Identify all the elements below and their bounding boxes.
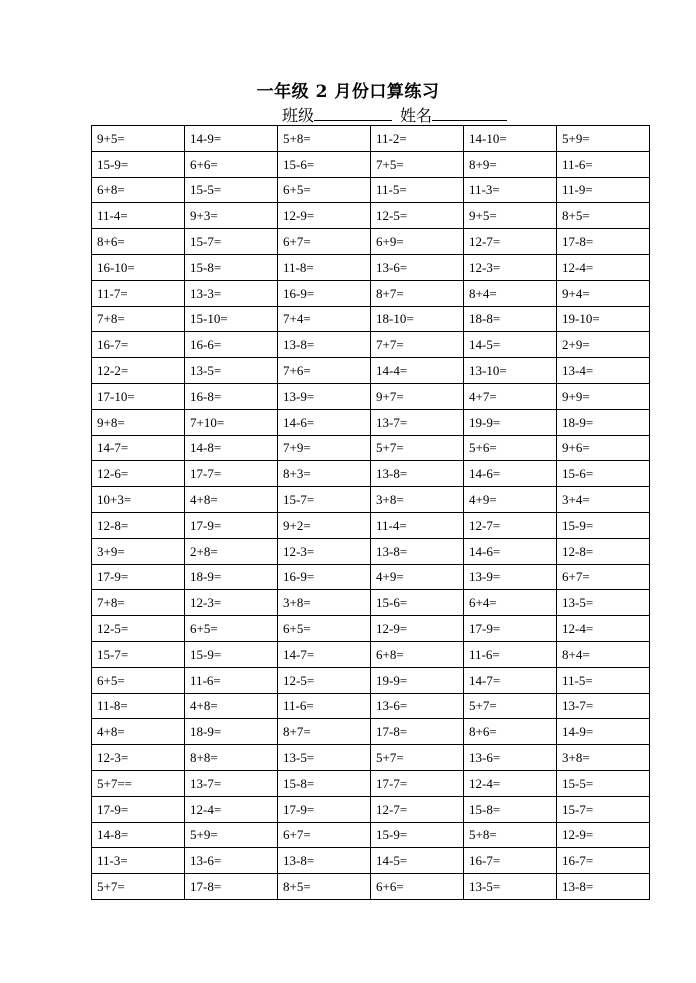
problem-cell: 17-7= [371,770,464,796]
problem-cell: 9+4= [557,280,650,306]
problem-cell: 7+10= [185,409,278,435]
problem-cell: 14-8= [92,822,185,848]
problem-cell: 17-7= [185,461,278,487]
problem-cell: 15-6= [557,461,650,487]
table-row [92,203,650,229]
problem-cell: 14-4= [371,358,464,384]
problem-cell: 15-9= [371,822,464,848]
problem-cell: 4+9= [464,487,557,513]
problem-cell: 11-8= [278,254,371,280]
problem-cell: 13-5= [464,874,557,900]
problem-cell: 13-8= [278,332,371,358]
problem-cell: 18-8= [464,306,557,332]
problem-cell: 4+7= [464,383,557,409]
problem-cell: 12-9= [371,616,464,642]
table-row [92,229,650,255]
page-title: 一年级 2 月份口算练习 [256,82,440,102]
problem-cell: 3+8= [278,590,371,616]
problem-cell: 13-8= [557,874,650,900]
problem-cell: 11-4= [92,203,185,229]
problem-cell: 14-7= [464,667,557,693]
table-row [92,693,650,719]
problem-cell: 15-9= [557,512,650,538]
table-row [92,306,650,332]
problem-cell: 11-9= [557,177,650,203]
problem-cell: 16-7= [557,848,650,874]
problem-cell: 6+5= [185,616,278,642]
problem-cell: 16-10= [92,254,185,280]
problem-cell: 5+7= [371,435,464,461]
table-row [92,409,650,435]
problem-cell: 19-9= [464,409,557,435]
table-row [92,177,650,203]
problem-cell: 17-9= [464,616,557,642]
problem-cell: 12-8= [557,538,650,564]
problem-cell: 15-10= [185,306,278,332]
problem-cell: 11-8= [92,693,185,719]
problem-cell: 11-4= [371,512,464,538]
student-info-line [282,103,507,126]
problem-cell: 17-8= [557,229,650,255]
problem-cell: 19-10= [557,306,650,332]
problem-cell: 15-7= [185,229,278,255]
problem-cell: 16-9= [278,564,371,590]
problem-cell: 19-9= [371,667,464,693]
problem-cell: 3+4= [557,487,650,513]
problem-cell: 11-5= [557,667,650,693]
problem-cell: 13-7= [371,409,464,435]
problem-cell: 16-7= [92,332,185,358]
problem-cell: 13-7= [557,693,650,719]
problem-cell: 12-8= [92,512,185,538]
table-row [92,874,650,900]
problem-cell: 12-5= [278,667,371,693]
problem-cell: 5+8= [464,822,557,848]
problem-cell: 11-6= [464,641,557,667]
problem-cell: 5+6= [464,435,557,461]
table-row [92,641,650,667]
problem-cell: 12-4= [185,796,278,822]
class-blank[interactable] [314,106,392,121]
problem-cell: 7+9= [278,435,371,461]
table-row [92,667,650,693]
problem-cell: 18-9= [185,719,278,745]
problem-cell: 13-6= [464,745,557,771]
problem-cell: 12-5= [371,203,464,229]
problem-cell: 5+8= [278,126,371,152]
problem-cell: 9+5= [464,203,557,229]
problem-cell: 17-9= [278,796,371,822]
problem-cell: 8+3= [278,461,371,487]
name-label: 姓名 [400,106,433,125]
problem-cell: 11-6= [185,667,278,693]
problem-cell: 17-9= [92,564,185,590]
problem-cell: 12-4= [464,770,557,796]
problem-cell: 12-3= [92,745,185,771]
table-row [92,796,650,822]
problem-cell: 7+7= [371,332,464,358]
problem-cell: 9+8= [92,409,185,435]
problem-cell: 18-10= [371,306,464,332]
problem-cell: 11-7= [92,280,185,306]
problem-cell: 14-7= [278,641,371,667]
problem-cell: 17-8= [371,719,464,745]
table-row [92,435,650,461]
table-row [92,848,650,874]
problem-cell: 12-3= [185,590,278,616]
problem-cell: 5+7= [92,874,185,900]
problem-cell: 14-6= [464,461,557,487]
problem-cell: 9+3= [185,203,278,229]
problem-cell: 3+8= [371,487,464,513]
table-row [92,590,650,616]
problem-cell: 13-3= [185,280,278,306]
problem-cell: 11-3= [464,177,557,203]
problem-cell: 13-9= [464,564,557,590]
problem-cell: 6+4= [464,590,557,616]
problem-cell: 11-6= [557,151,650,177]
problem-cell: 13-8= [278,848,371,874]
problem-cell: 8+7= [371,280,464,306]
problem-cell: 8+9= [464,151,557,177]
problem-cell: 15-9= [92,151,185,177]
table-row [92,254,650,280]
problem-cell: 16-8= [185,383,278,409]
problem-cell: 15-6= [371,590,464,616]
problem-cell: 9+2= [278,512,371,538]
problem-cell: 13-6= [185,848,278,874]
problem-cell: 13-6= [371,693,464,719]
problem-cell: 15-7= [278,487,371,513]
problem-cell: 16-7= [464,848,557,874]
problem-cell: 5+7= [371,745,464,771]
table-row [92,332,650,358]
arithmetic-table [91,125,650,900]
problem-cell: 14-9= [185,126,278,152]
name-blank[interactable] [432,106,507,121]
table-row [92,512,650,538]
problem-cell: 12-3= [278,538,371,564]
problem-cell: 17-9= [92,796,185,822]
problem-cell: 12-2= [92,358,185,384]
problem-cell: 13-8= [371,538,464,564]
problem-cell: 10+3= [92,487,185,513]
problem-cell: 14-10= [464,126,557,152]
problem-cell: 6+6= [371,874,464,900]
problem-cell: 7+5= [371,151,464,177]
table-row [92,280,650,306]
problem-cell: 12-6= [92,461,185,487]
problem-cell: 13-5= [557,590,650,616]
problem-cell: 14-5= [371,848,464,874]
table-row [92,358,650,384]
problem-cell: 6+7= [278,229,371,255]
problem-cell: 13-5= [185,358,278,384]
problem-cell: 12-3= [464,254,557,280]
problem-cell: 17-9= [185,512,278,538]
problem-cell: 13-8= [371,461,464,487]
table-row [92,770,650,796]
problem-cell: 4+8= [185,487,278,513]
problem-cell: 6+8= [92,177,185,203]
problem-cell: 16-6= [185,332,278,358]
problem-cell: 7+4= [278,306,371,332]
table-row [92,461,650,487]
problem-cell: 13-9= [278,383,371,409]
table-row [92,745,650,771]
problem-cell: 17-8= [185,874,278,900]
problem-cell: 4+8= [185,693,278,719]
table-row [92,383,650,409]
table-row [92,126,650,152]
problem-cell: 13-10= [464,358,557,384]
problem-cell: 5+9= [557,126,650,152]
problem-cell: 16-9= [278,280,371,306]
problem-cell: 5+9= [185,822,278,848]
problem-cell: 15-7= [557,796,650,822]
problem-cell: 8+6= [464,719,557,745]
problem-cell: 7+8= [92,306,185,332]
problem-cell: 14-6= [278,409,371,435]
table-row [92,822,650,848]
problem-cell: 12-9= [278,203,371,229]
problem-cell: 13-7= [185,770,278,796]
table-row [92,487,650,513]
problem-cell: 15-9= [185,641,278,667]
problem-cell: 12-9= [557,822,650,848]
problem-cell: 15-6= [278,151,371,177]
problem-cell: 12-4= [557,254,650,280]
problem-cell: 12-4= [557,616,650,642]
problem-cell: 6+5= [92,667,185,693]
problem-cell: 8+4= [464,280,557,306]
problem-cell: 12-5= [92,616,185,642]
problem-cell: 4+9= [371,564,464,590]
problem-cell: 11-2= [371,126,464,152]
problem-cell: 15-7= [92,641,185,667]
problem-cell: 9+9= [557,383,650,409]
problem-cell: 5+7== [92,770,185,796]
problem-cell: 12-7= [371,796,464,822]
problem-cell: 11-5= [371,177,464,203]
table-row [92,564,650,590]
problem-cell: 6+7= [557,564,650,590]
problem-cell: 8+4= [557,641,650,667]
problem-cell: 7+6= [278,358,371,384]
table-row [92,151,650,177]
problem-cell: 9+6= [557,435,650,461]
problem-cell: 18-9= [185,564,278,590]
problem-cell: 14-6= [464,538,557,564]
problem-cell: 4+8= [92,719,185,745]
problem-cell: 6+9= [371,229,464,255]
problem-cell: 13-5= [278,745,371,771]
problem-cell: 15-8= [185,254,278,280]
problem-cell: 7+8= [92,590,185,616]
table-row [92,616,650,642]
table-row [92,719,650,745]
problem-cell: 12-7= [464,512,557,538]
problem-cell: 8+6= [92,229,185,255]
problem-cell: 3+8= [557,745,650,771]
problem-cell: 17-10= [92,383,185,409]
problem-cell: 3+9= [92,538,185,564]
problem-cell: 13-6= [371,254,464,280]
problem-cell: 18-9= [557,409,650,435]
problem-cell: 14-9= [557,719,650,745]
table-row [92,538,650,564]
problem-cell: 8+5= [557,203,650,229]
class-label: 班级 [282,106,315,125]
problem-cell: 8+7= [278,719,371,745]
problem-cell: 13-4= [557,358,650,384]
problem-cell: 6+5= [278,177,371,203]
problem-cell: 6+5= [278,616,371,642]
problem-cell: 2+9= [557,332,650,358]
problem-cell: 12-7= [464,229,557,255]
problem-cell: 8+5= [278,874,371,900]
problem-cell: 6+6= [185,151,278,177]
problem-cell: 6+8= [371,641,464,667]
problem-cell: 14-7= [92,435,185,461]
problem-cell: 11-3= [92,848,185,874]
problem-cell: 11-6= [278,693,371,719]
problem-cell: 2+8= [185,538,278,564]
problem-cell: 15-5= [185,177,278,203]
problem-cell: 9+7= [371,383,464,409]
problem-cell: 15-8= [464,796,557,822]
problem-cell: 8+8= [185,745,278,771]
problem-cell: 6+7= [278,822,371,848]
problem-cell: 15-5= [557,770,650,796]
problem-cell: 14-8= [185,435,278,461]
problem-cell: 5+7= [464,693,557,719]
problem-cell: 14-5= [464,332,557,358]
problem-cell: 9+5= [92,126,185,152]
problem-cell: 15-8= [278,770,371,796]
